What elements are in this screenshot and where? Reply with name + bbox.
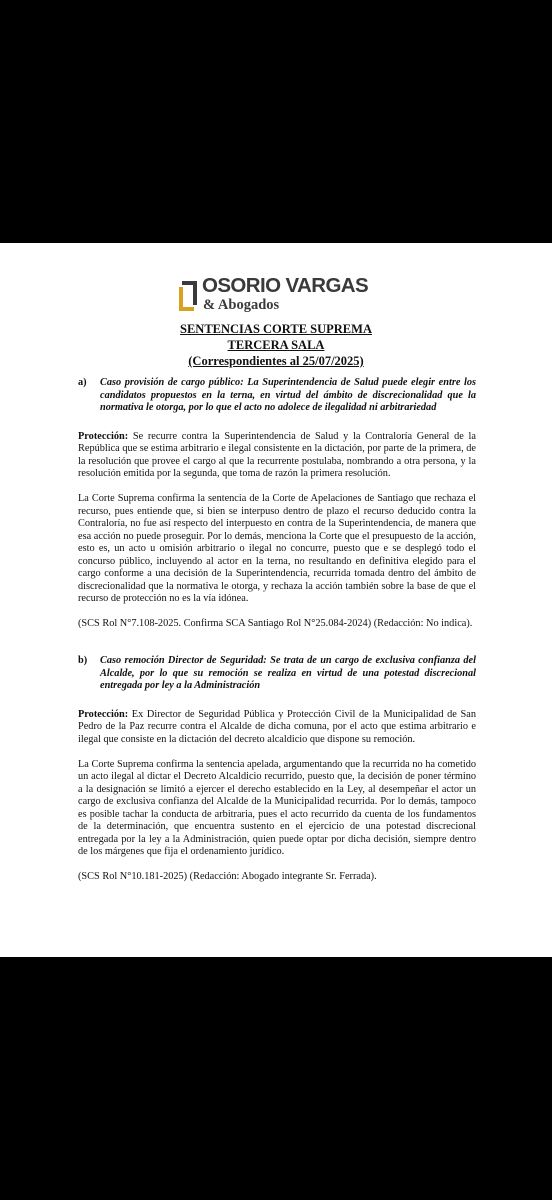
- heading-line-3: (Correspondientes al 25/07/2025): [188, 354, 364, 368]
- logo-mark-icon: [178, 279, 198, 313]
- heading-line-2: TERCERA SALA: [227, 338, 325, 352]
- section-a-title-text: Caso provisión de cargo público: La Superintendencia de Salud puede elegir entre los candidatos propuestos en la terna, en virtud del ámbito de discrecionalidad que la normativa le otorga, por lo que el acto no adolece de ilegalidad ni arbitrariedad: [100, 377, 476, 413]
- section-b-title-text: Caso remoción Director de Seguridad: Se trata de un cargo de exclusiva confianza del Alcalde, por lo que su remoción se realiza en virtud de una potestad discrecional entregada por ley a la Administración: [100, 655, 476, 691]
- section-a-title: [78, 377, 476, 415]
- document-heading: [0, 321, 552, 369]
- section-b-body: La Corte Suprema confirma la sentencia apelada, argumentando que la recurrida no ha cometido un acto ilegal al dictar el Decreto Alcaldicio recurrido, puesto que, la decisión de poner término a la designación se limitó a ejercer el derecho establecido en la Ley, al desempeñar el actor un cargo de exclusiva confianza del Alcalde de la Municipalidad recurrida. Por lo demás, tampoco es posible tachar la conducta de arbitraria, pues el acto recurrido da cuenta de los fundamentos de la determinación, que encuentra sustento en el ejercicio de una potestad discrecional entregada por la ley a la Administración, quien puede optar por dicha decisión, siempre dentro de los márgenes que fija el ordenamiento jurídico.: [78, 758, 476, 857]
- logo-name: OSORIO VARGAS: [202, 274, 369, 297]
- document-page: [0, 243, 552, 957]
- section-b-protection-label: Protección:: [78, 708, 129, 720]
- section-a-protection: [78, 431, 476, 481]
- logo-subtitle: & Abogados: [203, 297, 280, 313]
- section-b-protection-text: Ex Director de Seguridad Pública y Protección Civil de la Municipalidad de San Pedro de la Paz recurre contra el Alcalde de dicha comuna, por el acto que estima arbitrario e ilegal que consiste en la dictación del decreto alcaldicio que dispone su remoción.: [78, 708, 476, 745]
- section-b-title: [78, 655, 476, 693]
- section-a-protection-text: Se recurre contra la Superintendencia de Salud y la Contraloría General de la República que se estima arbitrario e ilegal consistente en la dictación, por parte de la primera, de la resolución que provee el cargo al que la recurrente postulaba, nombrando a otra persona, y la resolución emitida por la segunda, que toma de razón la primera resolución.: [78, 430, 476, 479]
- section-a-reference: (SCS Rol N°7.108-2025. Confirma SCA Santiago Rol N°25.084-2024) (Redacción: No indica).: [78, 618, 473, 629]
- section-separator: [78, 643, 476, 655]
- section-b-reference: (SCS Rol N°10.181-2025) (Redacción: Abogado integrante Sr. Ferrada).: [78, 871, 377, 882]
- firm-logo: [178, 276, 378, 320]
- section-a-body: La Corte Suprema confirma la sentencia de la Corte de Apelaciones de Santiago que rechaza el recurso, pues entiende que, si bien se interpuso dentro de plazo el recurso deducido contra la Contraloría, no fue así respecto del interpuesto en contra de la Superintendencia, de manera que esa acción no puede proseguir. Por lo demás, menciona la Corte que el presupuesto de la acción, esto es, un acto u omisión arbitrario o ilegal no concurre, puesto que e se desplegó todo el concurso público, incluyendo al actor en la terna, no resultando en definitiva elegido para el cargo conforme a una decisión de la Superintendencia, recurrida tomada dentro del ámbito de discrecionalidad que la normativa le otorga, y rechaza la acción también sobre la base de que el recurso de protección no es la vía idónea.: [78, 493, 476, 604]
- heading-line-1: SENTENCIAS CORTE SUPREMA: [180, 322, 372, 336]
- section-b-protection: [78, 709, 476, 747]
- section-a-protection-label: Protección:: [78, 430, 129, 442]
- document-content: [78, 377, 476, 896]
- section-a-label: a): [78, 377, 87, 388]
- section-b-label: b): [78, 655, 88, 666]
